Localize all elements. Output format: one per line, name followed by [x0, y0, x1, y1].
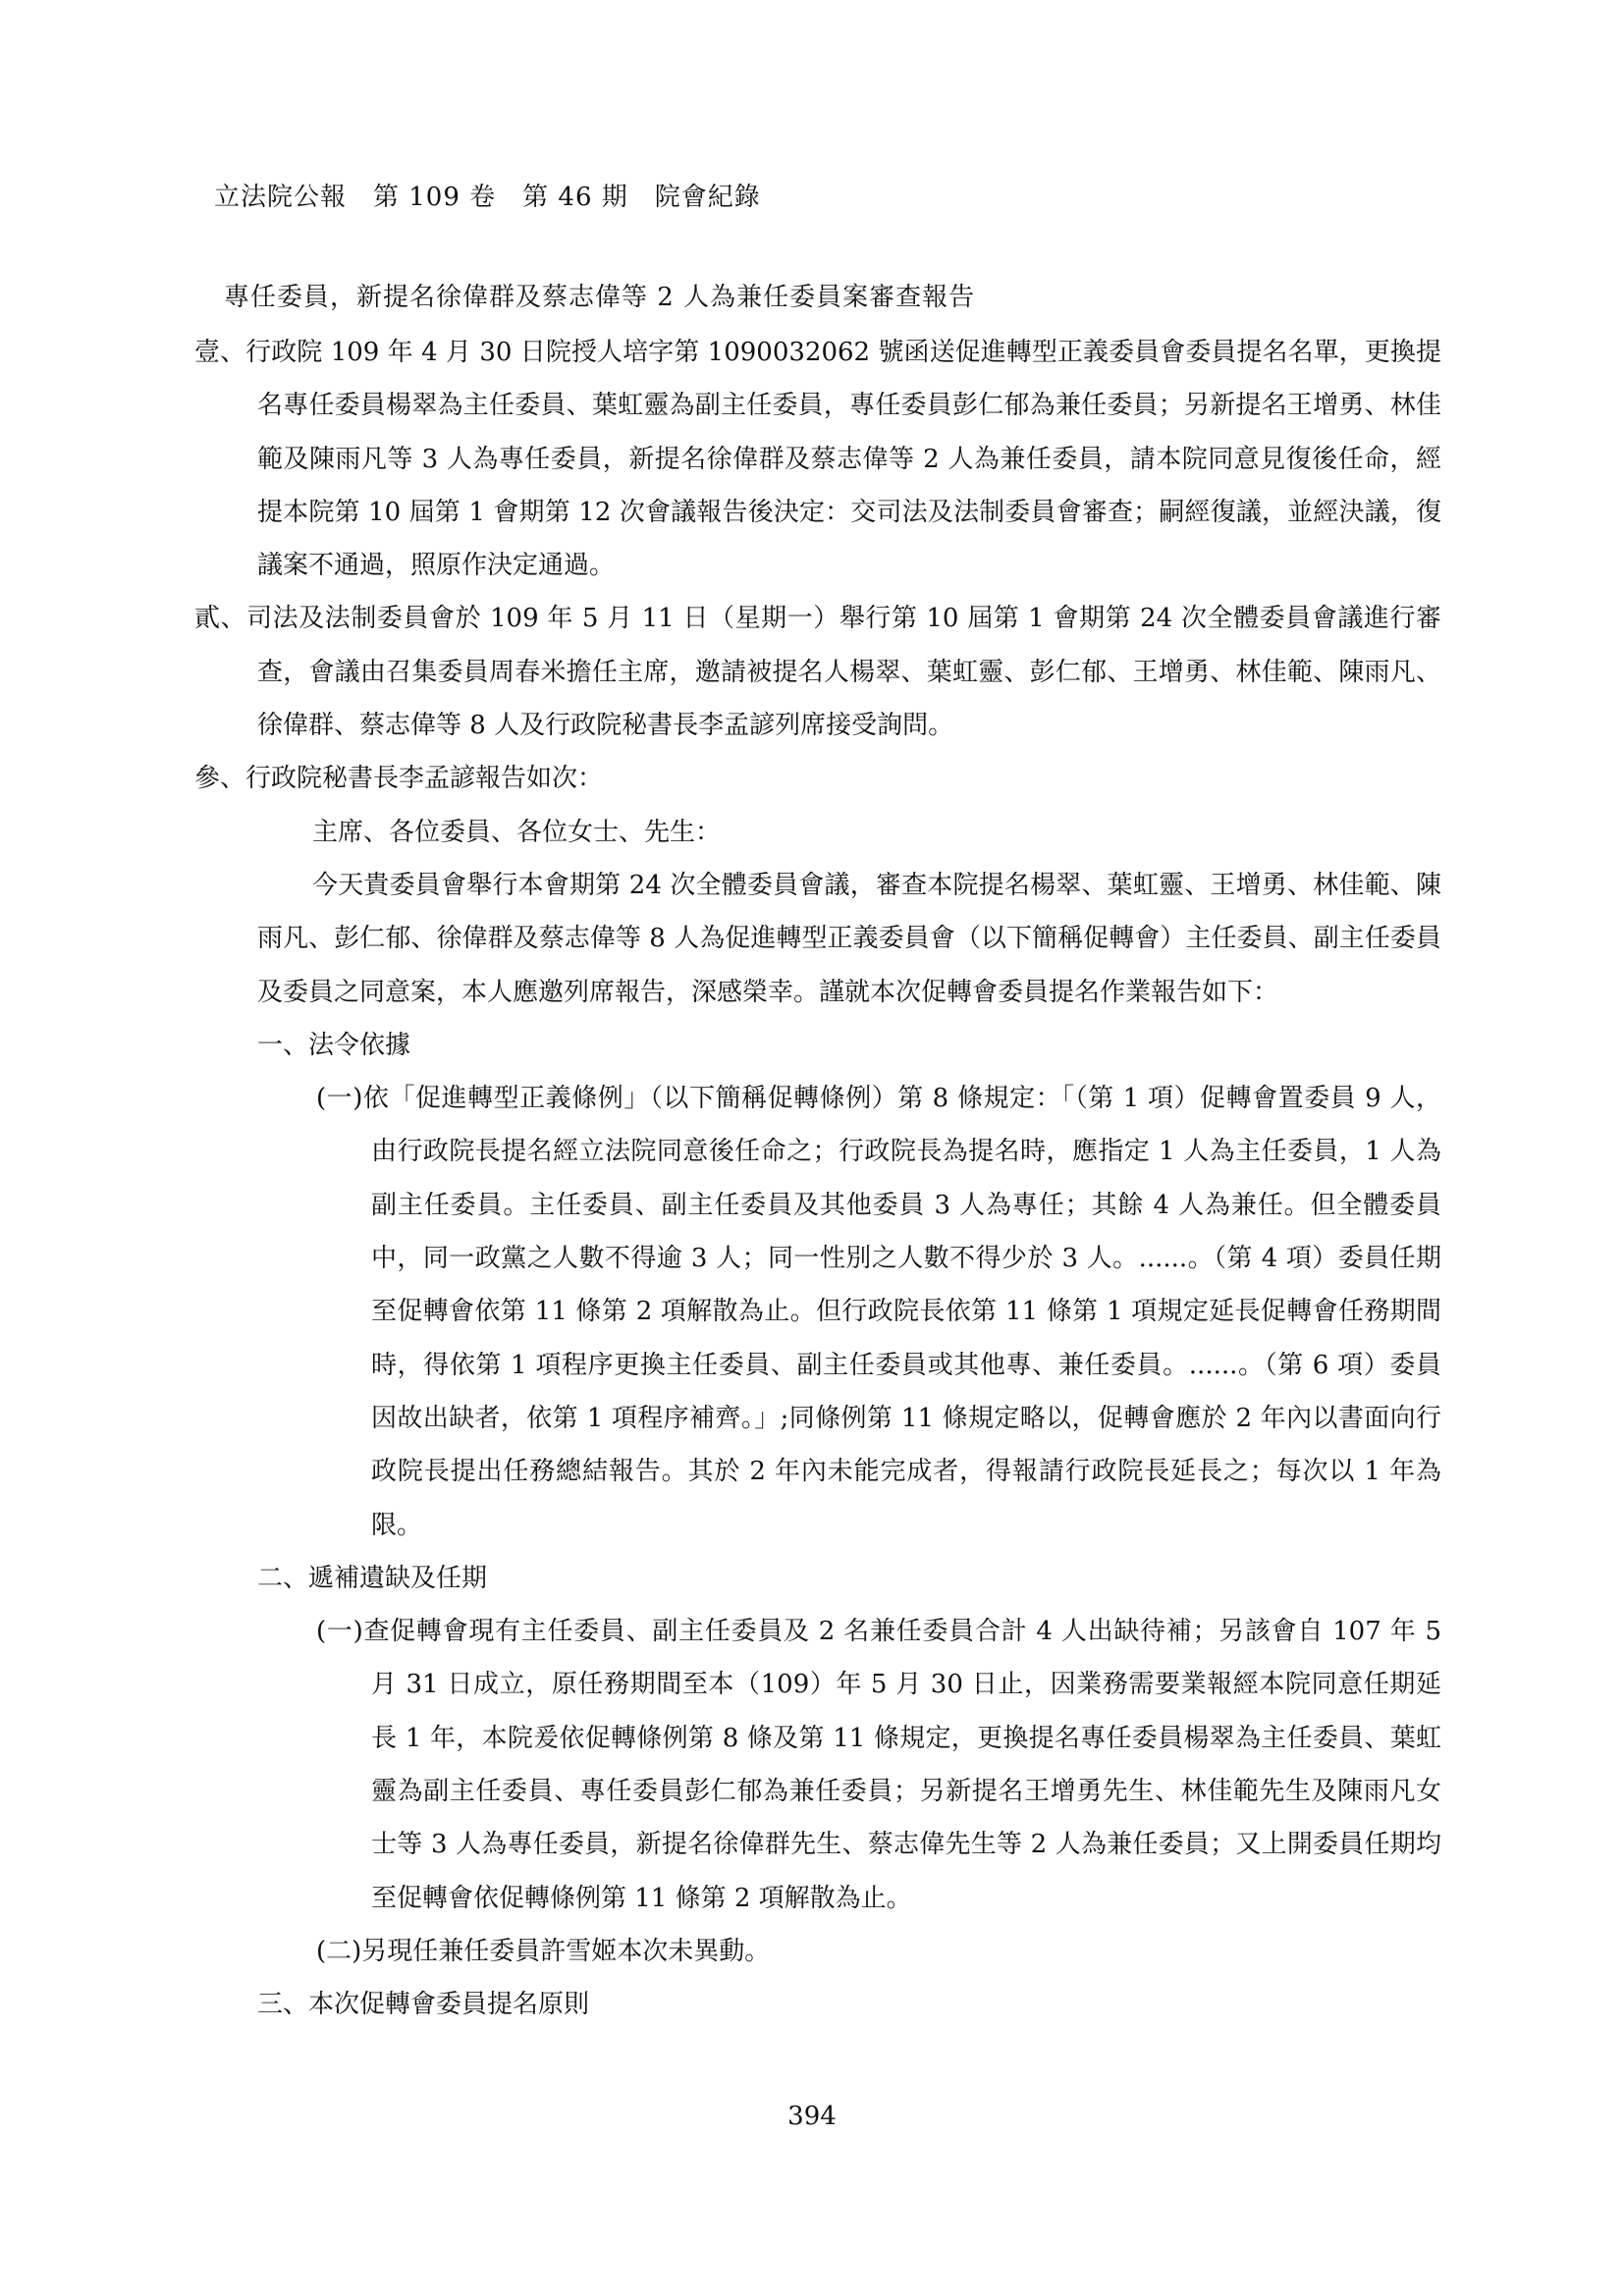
- item-2-sub-1: (一)查促轉會現有主任委員、副主任委員及 2 名兼任委員合計 4 人出缺待補；另該會自 107 年 5 月 31 日成立，原任務期間至本（109）年 5 月 30 日止，因業務需要業報經本院同意任期延長 1 年，本院爰依促轉條例第 8 條及第 11 條規定，更換提名專任委員楊翠為主任委員、葉虹靈為副主任委員、專任委員彭仁郁為兼任委員；另新提名王增勇先生、林佳範先生及陳雨凡女士等 3 人為專任委員，新提名徐偉群先生、蔡志偉先生等 2 人為兼任委員；又上開委員任期均至促轉會依促轉條例第 11 條第 2 項解散為止。: [316, 1617, 1441, 1913]
- report-title: 專任委員，新提名徐偉群及蔡志偉等 2 人為兼任委員案審查報告: [224, 283, 976, 312]
- section-3: 參、行政院秘書長李孟諺報告如次：: [194, 764, 604, 794]
- document-body: [194, 326, 1441, 2032]
- section-2: 貳、司法及法制委員會於 109 年 5 月 11 日（星期一）舉行第 10 屆第 1 會期第 24 次全體委員會議進行審查，會議由召集委員周春米擔任主席，邀請被提名人楊翠、葉虹靈、彭仁郁、王增勇、林佳範、陳雨凡、徐偉群、蔡志偉等 8 人及行政院秘書長李孟諺列席接受詢問。: [194, 604, 1441, 741]
- item-2-sub-2: (二)另現任兼任委員許雪姬本次未異動。: [316, 1936, 771, 1966]
- page-number: 394: [787, 2102, 837, 2131]
- gazette-header: 立法院公報 第 109 卷 第 46 期 院會紀錄: [214, 183, 761, 212]
- item-heading-2: 二、遞補遺缺及任期: [257, 1563, 488, 1593]
- item-heading-1: 一、法令依據: [257, 1030, 411, 1060]
- section-1: 壹、行政院 109 年 4 月 30 日院授人培字第 1090032062 號函送促進轉型正義委員會委員提名名單，更換提名專任委員楊翠為主任委員、葉虹靈為副主任委員，專任委員彭仁郁為兼任委員；另新提名王增勇、林佳範及陳雨凡等 3 人為專任委員，新提名徐偉群及蔡志偉等 2 人為兼任委員，請本院同意見復後任命，經提本院第 10 屆第 1 會期第 12 次會議報告後決定：交司法及法制委員會審查；嗣經復議，並經決議，復議案不通過，照原作決定通過。: [194, 338, 1441, 581]
- item-1-sub-1: (一)依「促進轉型正義條例」（以下簡稱促轉條例）第 8 條規定：「（第 1 項）促轉會置委員 9 人，由行政院長提名經立法院同意後任命之；行政院長為提名時，應指定 1 人為主任委員，1 人為副主任委員。主任委員、副主任委員及其他委員 3 人為專任；其餘 4 人為兼任。但全體委員中，同一政黨之人數不得逾 3 人；同一性別之人數不得少於 3 人。......。（第 4 項）委員任期至促轉會依第 11 條第 2 項解散為止。但行政院長依第 11 條第 1 項規定延長促轉會任務期間時，得依第 1 項程序更換主任委員、副主任委員或其他專、兼任委員。......。（第 6 項）委員因故出缺者，依第 1 項程序補齊。」;同條例第 11 條規定略以，促轉會應於 2 年內以書面向行政院長提出任務總結報告。其於 2 年內未能完成者，得報請行政院長延長之；每次以 1 年為限。: [316, 1084, 1441, 1540]
- item-heading-3: 三、本次促轉會委員提名原則: [257, 1990, 590, 2020]
- greeting: 主席、各位委員、各位女士、先生：: [312, 817, 722, 847]
- intro-paragraph: 今天貴委員會舉行本會期第 24 次全體委員會議，審查本院提名楊翠、葉虹靈、王增勇、林佳範、陳雨凡、彭仁郁、徐偉群及蔡志偉等 8 人為促進轉型正義委員會（以下簡稱促轉會）主任委員、副主任委員及委員之同意案，本人應邀列席報告，深感榮幸。謹就本次促轉會委員提名作業報告如下：: [257, 870, 1441, 1007]
